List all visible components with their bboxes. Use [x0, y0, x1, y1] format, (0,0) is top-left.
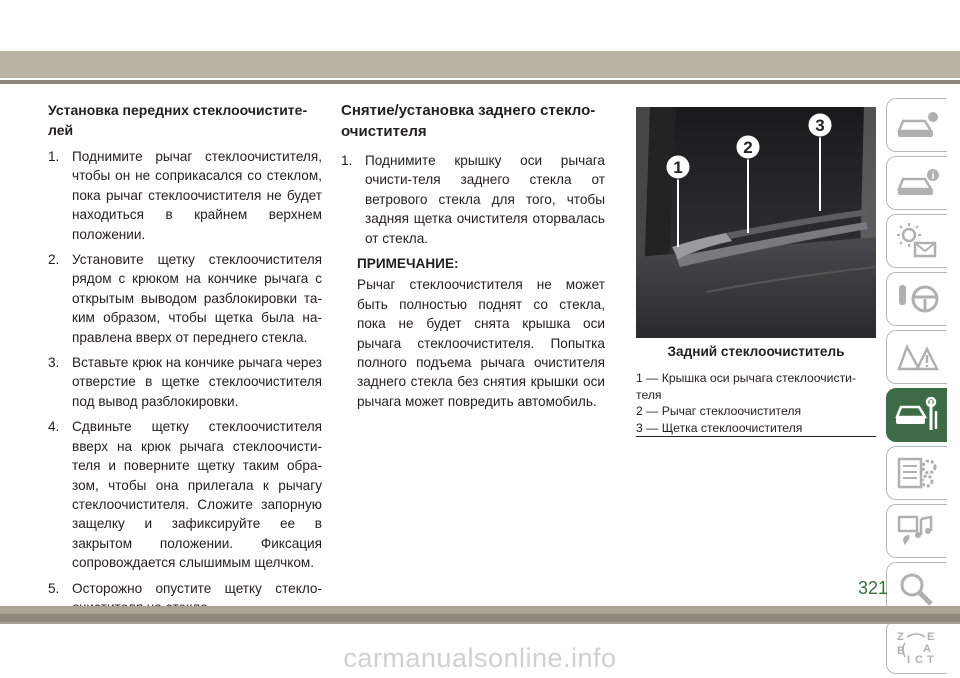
step-item	[48, 250, 322, 347]
steering-wheel-icon	[895, 281, 939, 317]
rear-wiper-section	[341, 100, 605, 411]
front-wipers-section	[48, 100, 322, 623]
specifications-icon	[895, 455, 939, 491]
tab-multimedia[interactable]	[886, 504, 947, 558]
step-item	[48, 417, 322, 572]
car-alert-icon	[895, 165, 939, 201]
top-band	[0, 51, 960, 78]
note-heading: ПРИМЕЧАНИЕ:	[357, 256, 459, 272]
section-title: Установка передних стеклоочистите-лей	[48, 102, 308, 138]
tab-steering[interactable]	[886, 272, 947, 326]
figure-legend	[636, 370, 876, 436]
note-block	[341, 254, 605, 411]
callout-3: 3	[815, 116, 825, 135]
callout-1: 1	[673, 158, 683, 177]
step-text: Установите щетку стеклоочистителя рядом с крюком на кончике рычага с открытым выводом разблокировки та-ким образом, чтобы щетка была на-правлена вверх от переднего стекла.	[72, 252, 322, 345]
step-text: Поднимите крышку оси рычага очисти-теля заднего стекла от ветрового стекла для того, чтобы задняя щетка очистителя оторвалась от стекла.	[365, 153, 605, 246]
tab-car-info[interactable]	[886, 98, 947, 152]
step-number: 4.	[48, 419, 60, 435]
chapter-tabs	[886, 98, 960, 678]
emergency-triangle-icon	[895, 339, 939, 375]
step-text: Поднимите рычаг стеклоочистителя, чтобы он не соприкасался со стеклом, пока рычаг стеклоочистителя не будет находиться в крайнем верхнем положении.	[72, 149, 322, 242]
watermark: carmanualsonline.info	[343, 643, 617, 673]
search-index-icon	[895, 571, 939, 607]
svg-text:I: I	[907, 654, 911, 665]
svg-text:A: A	[923, 643, 931, 655]
step-number: 3.	[48, 355, 60, 371]
steps-list	[341, 151, 605, 248]
legend-item: 3 — Щетка стеклоочистителя	[636, 420, 803, 435]
multimedia-icon	[895, 513, 939, 549]
svg-text:C: C	[915, 654, 923, 665]
step-text: Осторожно опустите щетку стекло-	[72, 580, 322, 596]
bottom-band-dark	[0, 614, 960, 622]
tab-warning-lights[interactable]	[886, 214, 947, 268]
step-number: 5.	[48, 580, 60, 596]
rear-wiper-illustration	[636, 107, 876, 338]
steps-list	[48, 147, 322, 617]
svg-text:i: i	[931, 171, 935, 182]
legend-divider	[636, 436, 876, 437]
note-text: Рычаг стеклоочистителя не может быть полностью поднят со стекла, пока не будет снята крышка оси рычага стеклоочистителя. Попытка полного подъема рычага очистителя заднего стекла без снятия крышки оси рычага может повредить автомобиль.	[357, 277, 605, 409]
car-service-icon	[895, 397, 939, 433]
car-info-icon	[895, 107, 939, 143]
step-number: 1.	[48, 149, 60, 164]
rear-wiper-photo	[636, 107, 876, 338]
tab-emergency[interactable]	[886, 330, 947, 384]
tab-car-service[interactable]	[886, 388, 947, 442]
callout-2: 2	[743, 138, 753, 157]
svg-text:T: T	[927, 654, 934, 665]
legend-item: 2 — Рычаг стеклоочистителя	[636, 404, 802, 419]
step-item	[48, 353, 322, 411]
step-number: 2.	[48, 252, 60, 268]
section-title: Снятие/установка заднего стекло-очистителя	[341, 102, 596, 140]
svg-text:Z: Z	[897, 631, 904, 643]
page-number: 321	[858, 578, 889, 598]
svg-text:B: B	[897, 645, 905, 657]
step-text: Вставьте крюк на кончике рычага через отверстие в щетке стеклоочистителя под вывод разблокировки.	[72, 355, 322, 409]
warning-lights-icon	[895, 223, 939, 259]
step-number: 1.	[341, 153, 353, 168]
figure-caption: Задний стеклоочиститель	[667, 344, 845, 359]
step-item	[48, 147, 322, 244]
top-band-line	[0, 80, 960, 84]
step-item	[341, 151, 605, 248]
tab-specifications[interactable]	[886, 446, 947, 500]
step-text: Сдвиньте щетку стеклоочистителя вверх на крюк рычага стеклоочисти-теля и поверните щетку таким обра-зом, чтобы она прилегала к рычагу стеклоочистителя. Сложите запорную защелку и зафиксируйте ее в закрытом положении. Фиксация сопровождается слышимым щелчком.	[72, 419, 322, 571]
svg-text:E: E	[927, 631, 935, 643]
tab-car-alert[interactable]	[886, 156, 947, 210]
legend-item: 1 — Крышка оси рычага стеклоочисти-теля	[636, 371, 857, 402]
